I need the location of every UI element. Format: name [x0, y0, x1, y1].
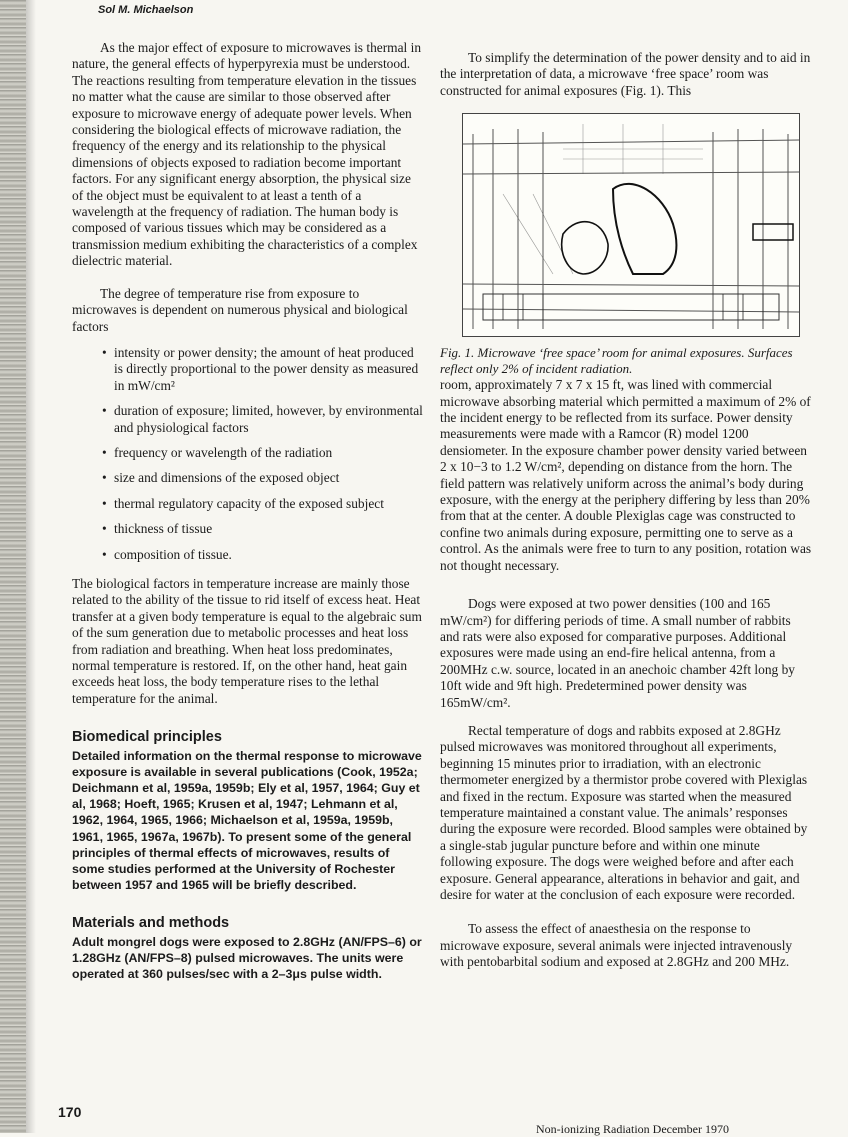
paragraph-materials-methods: Adult mongrel dogs were exposed to 2.8GHz (AN/FPS–6) or 1.28GHz (AN/FPS–8) pulsed microwaves. The units were operated at 360 pulses/sec with a 2–3μs pulse width.	[72, 934, 422, 982]
paragraph-anaesthesia: To assess the effect of anaesthesia on the response to microwave exposure, several animals were injected intravenously with pentobarbital sodium and exposed at 2.8GHz and 200 MHz.	[440, 921, 793, 970]
paragraph-dog-exposures: Dogs were exposed at two power densities (100 and 165 mW/cm²) for differing periods of time. A small number of rabbits and rats were also exposed for comparative purposes. Additional exposures were made using an end-fire helical antenna, from a 200MHz c.w. source, located in an anechoic chamber 42ft long by 10ft wide and 9ft high. Predetermined power density was 165mW/cm².	[440, 596, 795, 710]
paragraph-room-description: room, approximately 7 x 7 x 15 ft, was lined with commercial microwave absorbing material which permitted a maximum of 2% of the incident energy to be reflected from its surface. Power density measurements were made with a Ramcor (R) model 1200 densiometer. In the exposure chamber power density varied between 2 x 10−3 to 1.2 W/cm², depending on distance from the horn. The field pattern was relatively uniform across the animal’s body during exposure, with the energy at the periphery differing by less than 20% from that at the center. A double Plexiglas cage was constructed to confine two animals during exposure, permitting one to serve as a control. As the animals were free to turn to any position, rotation was not thought necessary.	[440, 377, 812, 573]
paragraph-rectal-temperature: Rectal temperature of dogs and rabbits exposed at 2.8GHz pulsed microwaves was monitored throughout all experiments, beginning 15 minutes prior to irradiation, with an electronic thermometer energized by a thermistor probe covered with Plexiglas and fixed in the rectum. Exposure was started when the measured temperature maintained a constant value. The animals’ responses during the exposure were recorded. Blood samples were obtained by a single-stab jugular puncture before and within one minute following exposure. The dogs were weighed before and after each exposure. General appearance, alterations in behavior and gait, and desire for water at the conclusion of each exposure were recorded.	[440, 722, 808, 902]
running-head: Sol M. Michaelson	[98, 4, 194, 16]
list-item: • frequency or wavelength of the radiation	[102, 445, 424, 461]
list-item: • composition of tissue.	[102, 547, 424, 563]
heading-materials-methods: Materials and methods	[72, 915, 230, 932]
paragraph-free-space-room: To simplify the determination of the power density and to aid in the interpretation of data, a microwave ‘free space’ room was constructed for animal exposures (Fig. 1). This	[440, 50, 811, 98]
list-item: • intensity or power density; the amount of heat produced is directly proportional to the power density as measured in mW/cm²	[102, 345, 424, 394]
right-column	[440, 50, 812, 971]
factor-list	[72, 345, 424, 563]
binding-shadow	[26, 0, 36, 1133]
list-item: • duration of exposure; limited, however, by environmental and physiological factors	[102, 403, 424, 436]
heading-biomedical-principles: Biomedical principles	[72, 729, 222, 746]
list-item: • thermal regulatory capacity of the exposed subject	[102, 496, 424, 512]
paragraph-thermal-effects: As the major effect of exposure to microwaves is thermal in nature, the general effects of hyperpyrexia must be understood. The reactions resulting from temperature elevation in the tissues no matter what the cause are similar to those observed after exposure to microwave energy of adequate power levels. When considering the biological effects of microwave radiation, the frequency of the energy and its relationship to the physical dimensions of objects exposed to radiation become important factors. For any significant energy absorption, the physical size of the object must be equivalent to at least a tenth of a wavelength at the frequency of radiation. The human body is composed of various tissues which may be considered as a transmission medium exhibiting the characteristics of a complex dielectric material.	[72, 40, 422, 269]
paragraph-biological-factors: The biological factors in temperature increase are mainly those related to the ability of the tissue to rid itself of excess heat. Heat transfer at a given body temperature is equal to the algebraic sum of the sum generation due to metabolic processes and heat loss from radiation and breathing. When heat loss predominates, normal temperature is restored. If, on the other hand, heat gain exceeds heat loss, the body temperature rises to the lethal temperature for the animal.	[72, 575, 422, 706]
page-number: 170	[58, 1104, 82, 1120]
page-binding-edge	[0, 0, 26, 1133]
list-item: • size and dimensions of the exposed object	[102, 470, 424, 486]
list-item: • thickness of tissue	[102, 521, 424, 537]
left-column	[72, 40, 424, 982]
figure-caption: Fig. 1. Microwave ‘free space’ room for animal exposures. Surfaces reflect only 2% of incident radiation.	[440, 345, 793, 377]
paragraph-biomedical-principles: Detailed information on the thermal response to microwave exposure is available in several publications (Cook, 1952a; Deichmann et al, 1959a, 1959b; Ely et al, 1957, 1964; Guy et al, 1968; Hoeft, 1965; Krusen et al, 1947; Lehmann et al, 1962, 1964, 1965, 1966; Michaelson et al, 1959a, 1959b, 1961, 1965, 1967a, 1967b). To present some of the general principles of thermal effects of microwaves, results of some studies performed at the University of Rochester between 1957 and 1965 will be briefly described.	[72, 748, 422, 893]
footer-journal-title: Non-ionizing Radiation December 1970	[536, 1122, 729, 1136]
figure-free-space-room-photo	[462, 113, 800, 337]
paragraph-temperature-rise: The degree of temperature rise from exposure to microwaves is dependent on numerous physical and biological factors	[72, 285, 408, 334]
room-photo-illustration	[463, 114, 799, 336]
